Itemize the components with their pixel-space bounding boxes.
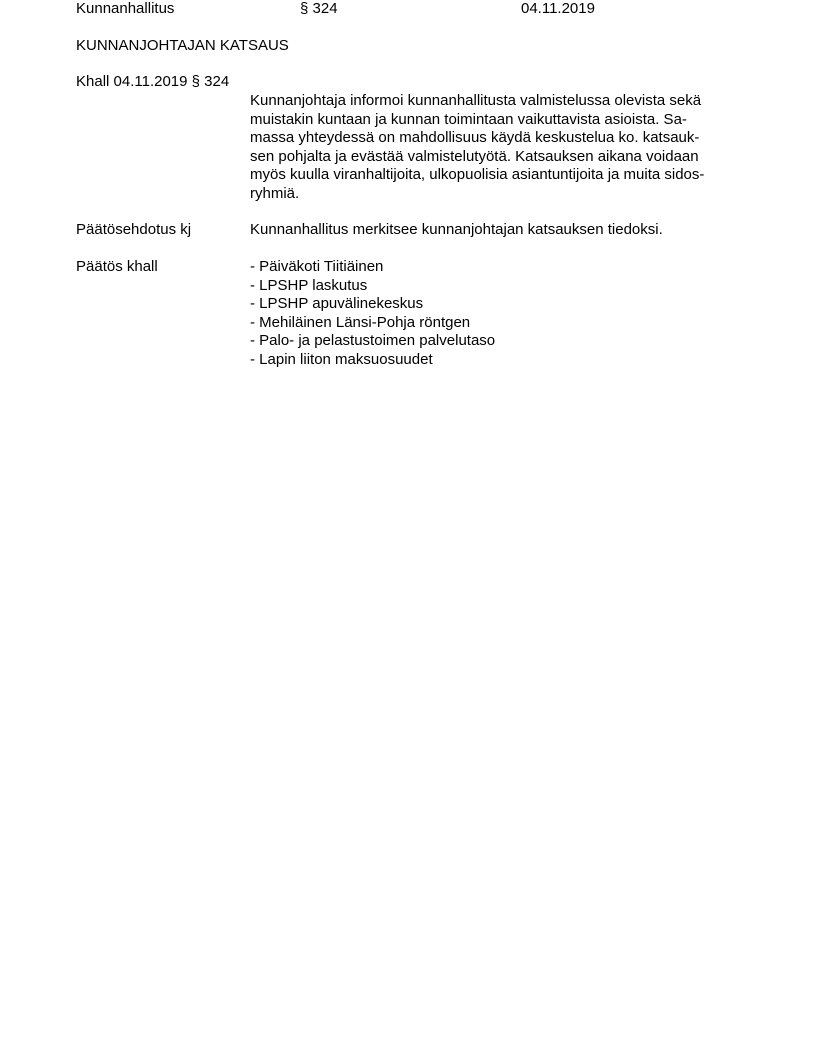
intro-paragraph xyxy=(250,92,738,203)
decision-item: - Lapin liiton maksuosuudet xyxy=(250,350,433,368)
header-section-number: § 324 xyxy=(300,0,338,17)
intro-line: myös kuulla viranhaltijoita, ulkopuolisia asiantuntijoita ja muita sidos- xyxy=(250,166,705,183)
decision-item: - Päiväkoti Tiitiäinen xyxy=(250,258,384,275)
decision-list xyxy=(250,258,738,369)
intro-line: ryhmiä. xyxy=(250,184,300,202)
proposal-text: Kunnanhallitus merkitsee kunnanjohtajan katsauksen tiedoksi. xyxy=(250,221,663,238)
decision-item: - LPSHP apuvälinekeskus xyxy=(250,295,424,312)
intro-line: Kunnanjohtaja informoi kunnanhallitusta valmistelussa olevista sekä xyxy=(250,92,702,109)
page-header xyxy=(76,0,736,20)
intro-line: muistakin kuntaan ja kunnan toimintaan vaikuttavista asioista. Sa- xyxy=(250,110,687,128)
reference-label: Khall 04.11.2019 § 324 xyxy=(76,73,230,90)
proposal-label: Päätösehdotus kj xyxy=(76,221,192,238)
decision-item: - Palo- ja pelastustoimen palvelutaso xyxy=(250,332,496,349)
document-title: KUNNANJOHTAJAN KATSAUS xyxy=(76,37,289,54)
decision-item: - LPSHP laskutus xyxy=(250,276,368,294)
decision-item: - Mehiläinen Länsi-Pohja röntgen xyxy=(250,313,471,331)
intro-line: massa yhteydessä on mahdollisuus käydä keskustelua ko. katsauk- xyxy=(250,129,700,146)
decision-label: Päätös khall xyxy=(76,258,158,275)
header-body-name: Kunnanhallitus xyxy=(76,0,175,17)
intro-line: sen pohjalta ja evästää valmistelutyötä. Katsauksen aikana voidaan xyxy=(250,147,699,165)
header-meeting-date: 04.11.2019 xyxy=(521,0,595,17)
